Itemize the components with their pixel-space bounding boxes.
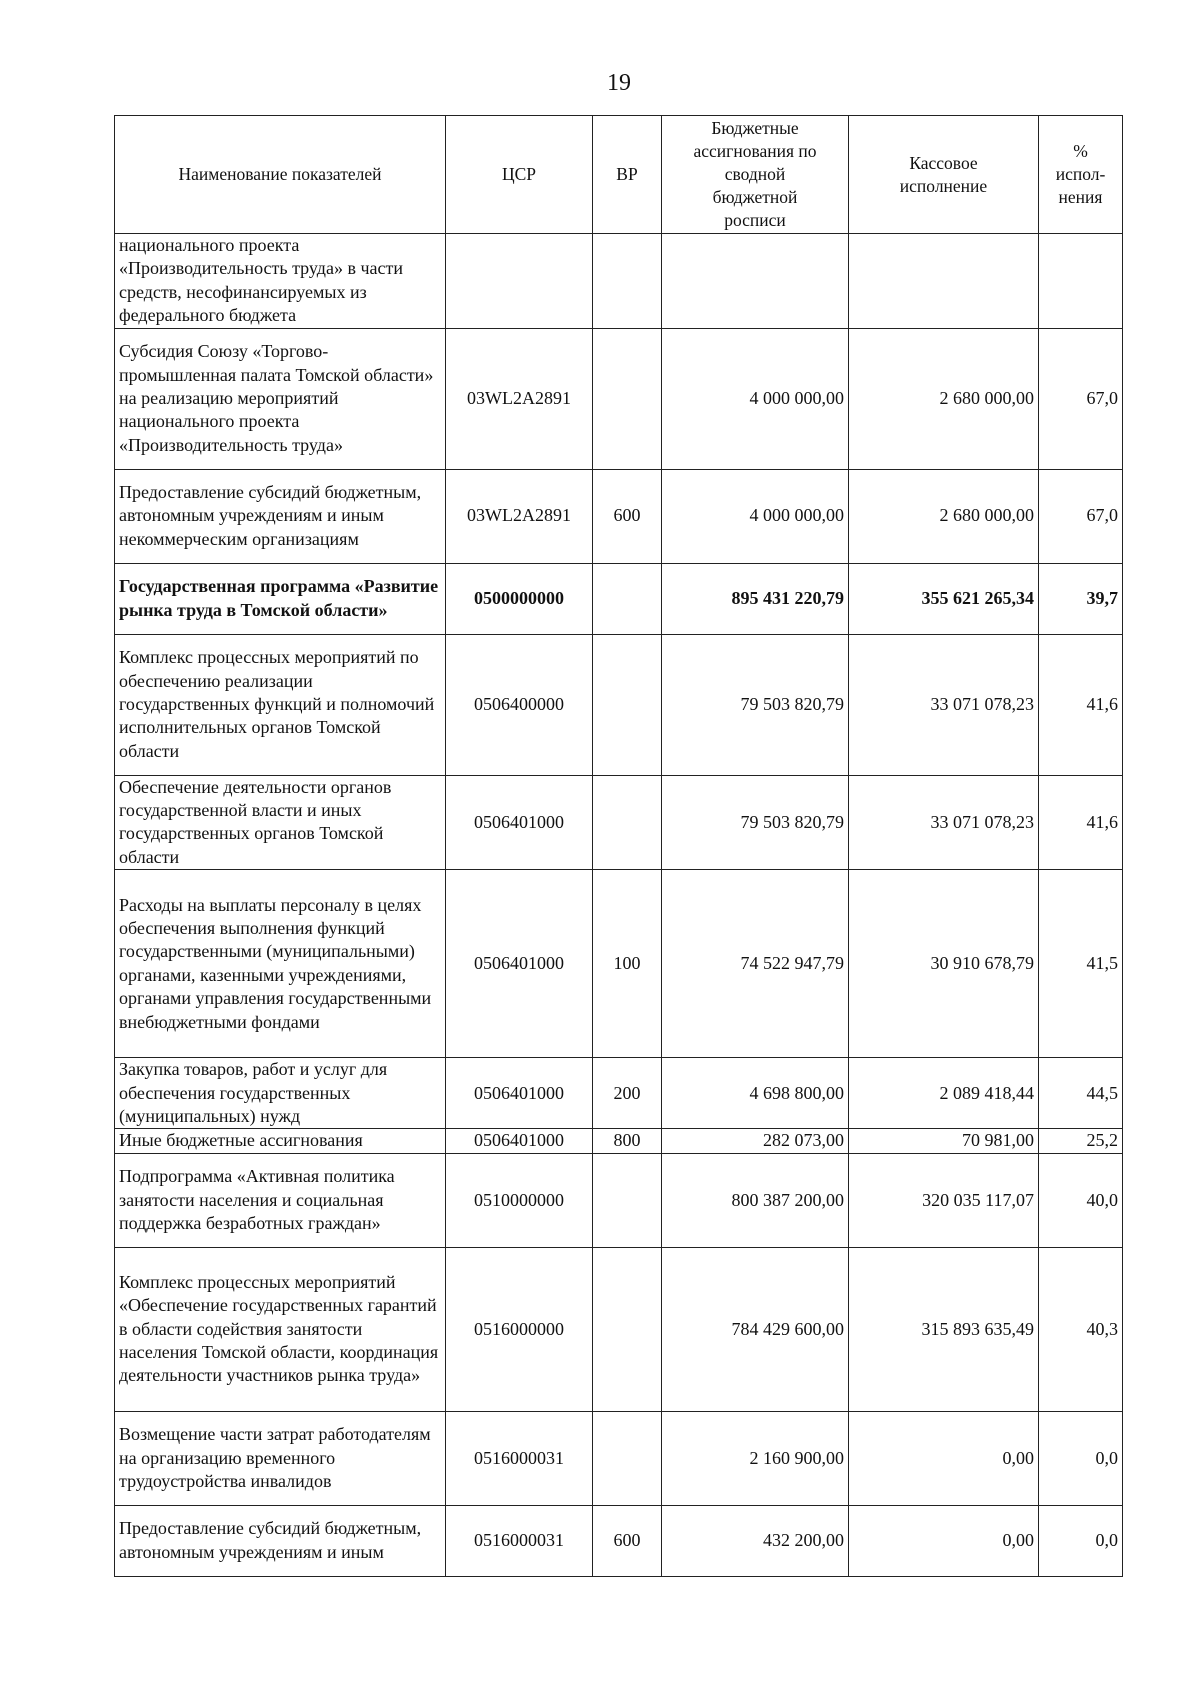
row-csr [446, 234, 593, 329]
row-cash: 70 981,00 [849, 1129, 1039, 1153]
row-csr: 0516000031 [446, 1411, 593, 1505]
row-pct: 67,0 [1039, 469, 1123, 563]
row-vr [593, 1153, 662, 1247]
row-name: Комплекс процессных мероприятий «Обеспечение государственных гарантий в области содействия занятости населения Томской области, координация деятельности участников рынка труда» [115, 1247, 446, 1411]
row-vr: 800 [593, 1129, 662, 1153]
row-allocations: 74 522 947,79 [662, 870, 849, 1058]
row-cash: 33 071 078,23 [849, 634, 1039, 775]
row-csr: 0510000000 [446, 1153, 593, 1247]
row-vr [593, 563, 662, 634]
row-vr: 600 [593, 1505, 662, 1576]
row-allocations: 432 200,00 [662, 1505, 849, 1576]
table-row [115, 563, 1123, 634]
row-vr [593, 234, 662, 329]
row-vr [593, 1247, 662, 1411]
row-cash: 2 680 000,00 [849, 469, 1039, 563]
table-row [115, 634, 1123, 775]
row-pct: 0,0 [1039, 1411, 1123, 1505]
row-name: национального проекта «Производительность труда» в части средств, несофинансируемых из федерального бюджета [115, 234, 446, 329]
row-name: Иные бюджетные ассигнования [115, 1129, 446, 1153]
header-vr: ВР [593, 116, 662, 234]
row-allocations: 784 429 600,00 [662, 1247, 849, 1411]
row-allocations: 79 503 820,79 [662, 634, 849, 775]
row-pct: 41,5 [1039, 870, 1123, 1058]
header-name: Наименование показателей [115, 116, 446, 234]
row-cash: 2 680 000,00 [849, 328, 1039, 469]
row-pct: 41,6 [1039, 775, 1123, 870]
row-csr: 0506400000 [446, 634, 593, 775]
row-pct: 44,5 [1039, 1058, 1123, 1129]
row-pct: 39,7 [1039, 563, 1123, 634]
table-row [115, 1505, 1123, 1576]
table-row [115, 1247, 1123, 1411]
table-row [115, 1153, 1123, 1247]
row-csr: 0506401000 [446, 870, 593, 1058]
row-csr: 0506401000 [446, 775, 593, 870]
row-vr [593, 328, 662, 469]
table-row [115, 234, 1123, 329]
row-cash: 0,00 [849, 1505, 1039, 1576]
row-csr: 03WL2A2891 [446, 328, 593, 469]
row-allocations: 282 073,00 [662, 1129, 849, 1153]
table-row [115, 870, 1123, 1058]
row-name: Расходы на выплаты персоналу в целях обеспечения выполнения функций государственными (муниципальными) органами, казенными учреждениями, органами управления государственными внебюджетными фондами [115, 870, 446, 1058]
table-row [115, 1129, 1123, 1153]
row-cash [849, 234, 1039, 329]
row-name: Комплекс процессных мероприятий по обеспечению реализации государственных функций и полномочий исполнительных органов Томской области [115, 634, 446, 775]
row-allocations: 800 387 200,00 [662, 1153, 849, 1247]
row-pct: 40,3 [1039, 1247, 1123, 1411]
header-csr: ЦСР [446, 116, 593, 234]
row-name: Государственная программа «Развитие рынка труда в Томской области» [115, 563, 446, 634]
row-vr [593, 634, 662, 775]
row-pct: 40,0 [1039, 1153, 1123, 1247]
table-row [115, 1058, 1123, 1129]
row-csr: 0506401000 [446, 1129, 593, 1153]
row-allocations: 2 160 900,00 [662, 1411, 849, 1505]
row-vr: 600 [593, 469, 662, 563]
row-cash: 33 071 078,23 [849, 775, 1039, 870]
budget-table [114, 115, 1123, 1577]
header-allocations: Бюджетные ассигнования по сводной бюджетной росписи [662, 116, 849, 234]
row-vr: 100 [593, 870, 662, 1058]
row-name: Подпрограмма «Активная политика занятости населения и социальная поддержка безработных граждан» [115, 1153, 446, 1247]
row-name: Предоставление субсидий бюджетным, автономным учреждениям и иным [115, 1505, 446, 1576]
row-csr: 03WL2A2891 [446, 469, 593, 563]
table-row [115, 328, 1123, 469]
row-csr: 0506401000 [446, 1058, 593, 1129]
row-allocations: 4 000 000,00 [662, 469, 849, 563]
page-number: 19 [607, 70, 631, 96]
row-cash: 30 910 678,79 [849, 870, 1039, 1058]
row-cash: 315 893 635,49 [849, 1247, 1039, 1411]
row-vr: 200 [593, 1058, 662, 1129]
row-allocations: 79 503 820,79 [662, 775, 849, 870]
row-vr [593, 775, 662, 870]
table-header-row [115, 116, 1123, 234]
row-pct: 25,2 [1039, 1129, 1123, 1153]
row-cash: 320 035 117,07 [849, 1153, 1039, 1247]
row-allocations [662, 234, 849, 329]
row-allocations: 895 431 220,79 [662, 563, 849, 634]
row-cash: 0,00 [849, 1411, 1039, 1505]
table-row [115, 469, 1123, 563]
row-csr: 0516000031 [446, 1505, 593, 1576]
row-allocations: 4 000 000,00 [662, 328, 849, 469]
row-cash: 2 089 418,44 [849, 1058, 1039, 1129]
row-pct [1039, 234, 1123, 329]
row-vr [593, 1411, 662, 1505]
row-name: Закупка товаров, работ и услуг для обеспечения государственных (муниципальных) нужд [115, 1058, 446, 1129]
row-pct: 0,0 [1039, 1505, 1123, 1576]
row-pct: 41,6 [1039, 634, 1123, 775]
row-csr: 0500000000 [446, 563, 593, 634]
row-name: Возмещение части затрат работодателям на организацию временного трудоустройства инвалидов [115, 1411, 446, 1505]
row-cash: 355 621 265,34 [849, 563, 1039, 634]
row-name: Обеспечение деятельности органов государственной власти и иных государственных органов Томской области [115, 775, 446, 870]
row-pct: 67,0 [1039, 328, 1123, 469]
row-allocations: 4 698 800,00 [662, 1058, 849, 1129]
table-row [115, 775, 1123, 870]
row-name: Предоставление субсидий бюджетным, автономным учреждениям и иным некоммерческим организациям [115, 469, 446, 563]
header-cash: Кассовое исполнение [849, 116, 1039, 234]
row-name: Субсидия Союзу «Торгово-промышленная палата Томской области» на реализацию мероприятий национального проекта «Производительность труда» [115, 328, 446, 469]
row-csr: 0516000000 [446, 1247, 593, 1411]
table-row [115, 1411, 1123, 1505]
header-pct: % испол-нения [1039, 116, 1123, 234]
